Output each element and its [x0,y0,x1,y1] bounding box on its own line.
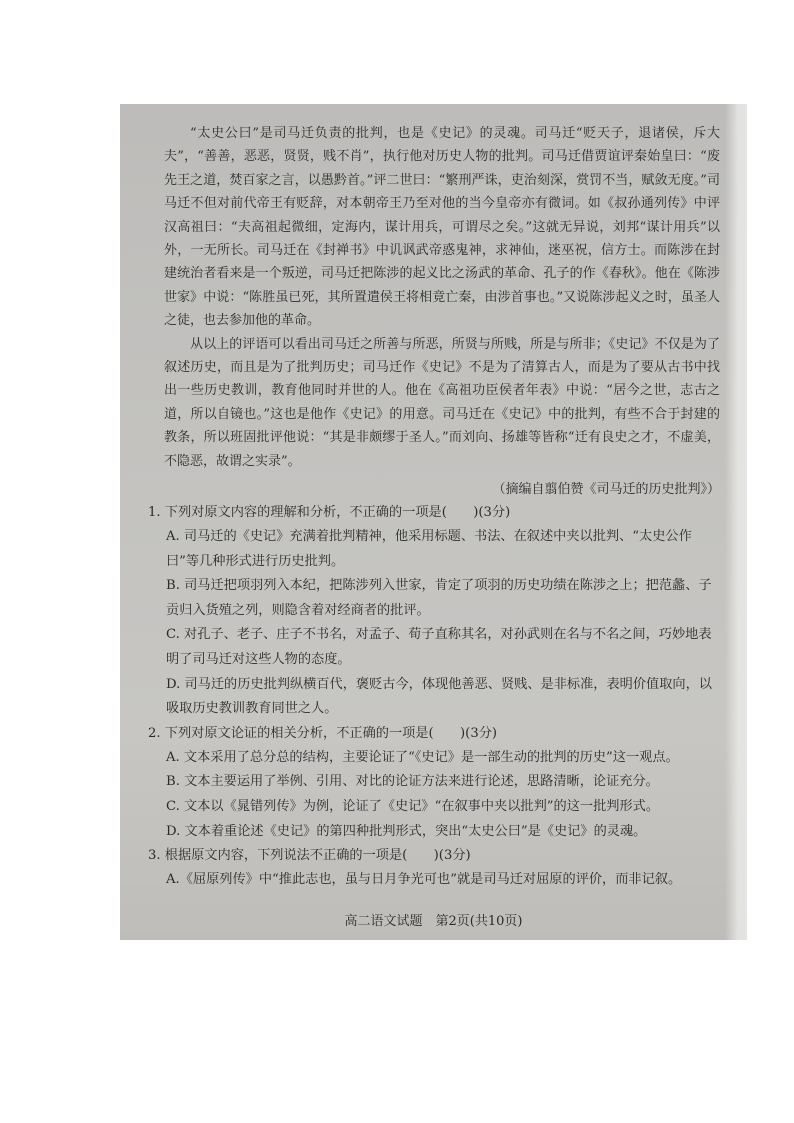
option-c: C. 对孔子、老子、庄子不书名，对孟子、荀子直称其名，对孙武则在名与不名之间，巧妙地表明了司马迁对这些人物的态度。 [166,627,712,668]
option-a: A. 司马迁的《史记》充满着批判精神，他采用标题、书法、在叙述中夹以批判、“太史公作曰”等几种形式进行历史批判。 [166,529,692,569]
question-stem: 3. 根据原文内容，下列说法不正确的一项是( )(3分) [148,848,471,864]
page-footer: 高二语文试题 第2页(共10页) [344,914,523,929]
question-3 [148,844,720,893]
option-c: C. 文本以《晁错列传》为例，论证了《史记》“在叙事中夹以批判”的这一批判形式。 [166,799,660,815]
question-2 [148,722,720,844]
option-a: A. 文本采用了总分总的结构，主要论证了“《史记》是一部生动的批判的历史”这一观点。 [166,749,679,765]
option-b: B. 文本主要运用了举例、引用、对比的论证方法来进行论述，思路清晰，论证充分。 [166,774,659,790]
option-b: B. 司马迁把项羽列入本纪，把陈涉列入世家，肯定了项羽的历史功绩在陈涉之上；把范蠡、子贡归入货殖之列，则隐含着对经商者的批评。 [166,578,712,618]
exam-content [148,122,720,893]
option-d: D. 司马迁的历史批判纵横百代，褒贬古今，体现他善恶、贤贱、是非标准，表明价值取向，以吸取历史教训教育同世之人。 [166,676,712,717]
option-a: A.《屈原列传》中“推此志也，虽与日月争光可也”就是司马迁对屈原的评价，而非记叙。 [166,872,682,888]
passage-paragraph-1: “太史公曰”是司马迁负责的批判，也是《史记》的灵魂。司马迁“贬天子，退诸侯，斥大夫”，“善善，恶恶，贤贤，贱不肖”，执行他对历史人物的批判。司马迁借贾谊评秦始皇曰：“废先王之道，焚百家之言，以愚黔首。”评二世曰：“繁刑严诛，吏治刻深，赏罚不当，赋敛无度。”司马迁不但对前代帝王有贬辞，对本朝帝王乃至对他的当今皇帝亦有微词。如《叔孙通列传》中评汉高祖曰：“夫高祖起微细，定海内，谋计用兵，可谓尽之矣。”这就无异说，刘邦“谋计用兵”以外，一无所长。司马迁在《封禅书》中讥讽武帝惑鬼神，求神仙，迷巫祝，信方士。而陈涉在封建统治者看来是一个叛逆，司马迁把陈涉的起义比之汤武的革命、孔子的作《春秋》。他在《陈涉世家》中说：“陈胜虽已死，其所置遣侯王将相竟亡秦，由涉首事也。”又说陈涉起义之时，虽圣人之徒，也去参加他的革命。 [164,126,720,329]
option-d: D. 文本着重论述《史记》的第四种批判形式，突出“太史公曰”是《史记》的灵魂。 [166,823,647,839]
page-edge-shadow [725,104,747,940]
question-stem: 1. 下列对原文内容的理解和分析，不正确的一项是( )(3分) [148,505,511,521]
passage-paragraph-2: 从以上的评语可以看出司马迁之所善与所恶，所贤与所贱，所是与所非；《史记》不仅是为了叙述历史，而且是为了批判历史；司马迁作《史记》不是为了清算古人，而是为了要从古书中找出一些历史教训，教育他同时并世的人。他在《高祖功臣侯者年表》中说：“居今之世，志古之道，所以自镜也。”这也是他作《史记》的用意。司马迁在《史记》中的批判，有些不合于封建的教条，所以班固批评他说：“其是非颇缪于圣人。”而刘向、扬雄等皆称“迁有良史之才，不虚美，不隐恶，故谓之实录”。 [164,336,720,469]
exam-page-photo [120,104,747,940]
passage-source: （摘编自翦伯赞《司马迁的历史批判》） [492,482,720,498]
question-stem: 2. 下列对原文论证的相关分析，不正确的一项是( )(3分) [148,725,498,741]
passage [164,122,720,473]
question-1 [148,501,720,722]
